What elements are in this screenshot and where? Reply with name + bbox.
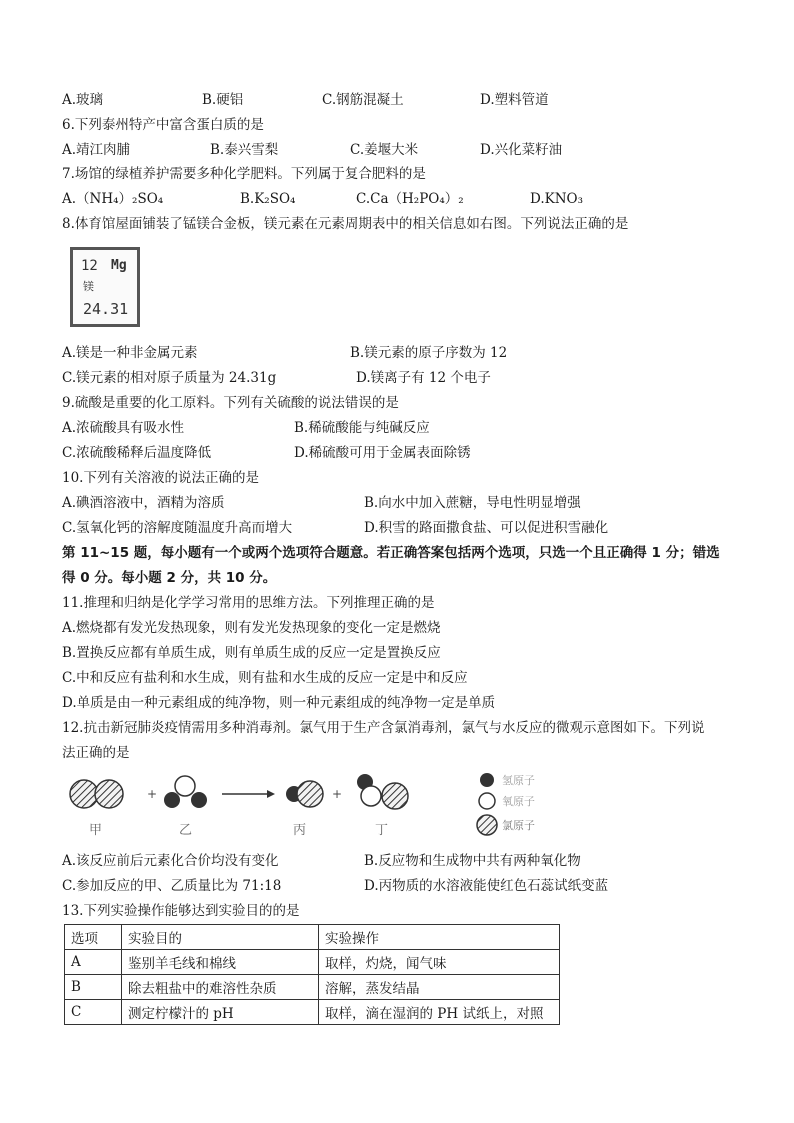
q5-option-a: A.玻璃 xyxy=(62,92,104,108)
periodic-table-cell xyxy=(70,247,140,327)
header-operation: 实验操作 xyxy=(319,925,560,950)
label-ding: 丁 xyxy=(375,823,389,838)
row-a-option: A xyxy=(65,950,122,975)
experiment-table xyxy=(64,924,560,1025)
element-name: 镁 xyxy=(83,280,94,293)
table-row xyxy=(65,950,560,975)
atomic-number: 12 xyxy=(81,258,98,274)
q10-option-c: C.氢氧化钙的溶解度随温度升高而增大 xyxy=(62,520,293,536)
element-symbol: Mg xyxy=(111,258,127,273)
table-header-row xyxy=(65,925,560,950)
q12-option-a: A.该反应前后元素化合价均没有变化 xyxy=(62,853,279,869)
q7-stem: 7.场馆的绿植养护需要多种化学肥料。下列属于复合肥料的是 xyxy=(62,166,426,182)
q12-option-d: D.丙物质的水溶液能使红色石蕊试纸变蓝 xyxy=(364,878,609,894)
q7-option-d: D.KNO₃ xyxy=(530,191,584,207)
q13-stem: 13.下列实验操作能够达到实验目的的是 xyxy=(62,903,300,919)
legend-oxygen: 氧原子 xyxy=(502,795,535,808)
q5-option-c: C.钢筋混凝土 xyxy=(322,92,404,108)
plus-sign-2: + xyxy=(332,787,343,801)
q10-option-a: A.碘酒溶液中，酒精为溶质 xyxy=(62,495,225,511)
q11-option-d: D.单质是由一种元素组成的纯净物，则一种元素组成的纯净物一定是单质 xyxy=(62,695,496,711)
plus-sign-1: + xyxy=(147,787,158,801)
label-bing: 丙 xyxy=(293,823,307,838)
q5-option-b: B.硬铝 xyxy=(202,92,244,108)
q6-option-d: D.兴化菜籽油 xyxy=(480,142,563,158)
q12-option-c: C.参加反应的甲、乙质量比为 71:18 xyxy=(62,878,282,894)
q5-option-d: D.塑料管道 xyxy=(480,92,549,108)
legend-hydrogen: 氢原子 xyxy=(502,774,535,787)
q12-stem-line2: 法正确的是 xyxy=(62,745,130,761)
molecule-bing xyxy=(286,781,323,807)
legend-chlorine: 氯原子 xyxy=(502,819,535,832)
q9-option-a: A.浓硫酸具有吸水性 xyxy=(62,420,185,436)
q12-option-b: B.反应物和生成物中共有两种氧化物 xyxy=(364,853,581,869)
reaction-micro-diagram xyxy=(62,770,622,842)
row-c-option: C xyxy=(65,1000,122,1025)
q11-option-b: B.置换反应都有单质生成，则有单质生成的反应一定是置换反应 xyxy=(62,645,441,661)
row-b-purpose: 除去粗盐中的难溶性杂质 xyxy=(122,975,319,1000)
table-row xyxy=(65,975,560,1000)
q6-stem: 6.下列泰州特产中富含蛋白质的是 xyxy=(62,117,264,133)
q7-option-a: A.（NH₄）₂SO₄ xyxy=(62,191,164,207)
q10-stem: 10.下列有关溶液的说法正确的是 xyxy=(62,470,259,486)
diagram-legend xyxy=(477,773,535,835)
q7-option-c: C.Ca（H₂PO₄）₂ xyxy=(356,191,464,207)
row-c-purpose: 测定柠檬汁的 pH xyxy=(122,1000,319,1025)
q9-stem: 9.硫酸是重要的化工原料。下列有关硫酸的说法错误的是 xyxy=(62,395,399,411)
row-c-operation: 取样，滴在湿润的 PH 试纸上，对照 xyxy=(319,1000,560,1025)
section-instructions-line2: 得 0 分。每小题 2 分，共 10 分。 xyxy=(62,570,277,586)
row-a-purpose: 鉴别羊毛线和棉线 xyxy=(122,950,319,975)
row-b-operation: 溶解，蒸发结晶 xyxy=(319,975,560,1000)
row-a-operation: 取样，灼烧，闻气味 xyxy=(319,950,560,975)
row-b-option: B xyxy=(65,975,122,1000)
header-purpose: 实验目的 xyxy=(122,925,319,950)
q8-option-d: D.镁离子有 12 个电子 xyxy=(356,370,491,386)
q10-option-d: D.积雪的路面撒食盐、可以促进积雪融化 xyxy=(364,520,609,536)
molecule-jia xyxy=(70,780,123,808)
atomic-mass: 24.31 xyxy=(83,300,129,318)
q12-stem-line1: 12.抗击新冠肺炎疫情需用多种消毒剂。氯气用于生产含氯消毒剂，氯气与水反应的微观示意图如下。下列说 xyxy=(62,720,705,736)
q8-option-a: A.镁是一种非金属元素 xyxy=(62,345,198,361)
section-instructions-line1: 第 11~15 题，每小题有一个或两个选项符合题意。若正确答案包括两个选项，只选一个且正确得 1 分；错选 xyxy=(62,545,720,561)
q9-option-b: B.稀硫酸能与纯碱反应 xyxy=(294,420,430,436)
q7-option-b: B.K₂SO₄ xyxy=(240,191,296,207)
table-row xyxy=(65,1000,560,1025)
q11-option-a: A.燃烧都有发光发热现象，则有发光发热现象的变化一定是燃烧 xyxy=(62,620,441,636)
q11-option-c: C.中和反应有盐利和水生成，则有盐和水生成的反应一定是中和反应 xyxy=(62,670,468,686)
molecule-yi xyxy=(164,776,207,808)
q8-option-b: B.镁元素的原子序数为 12 xyxy=(350,345,508,361)
label-jia: 甲 xyxy=(89,823,103,838)
q6-option-b: B.泰兴雪梨 xyxy=(210,142,279,158)
q10-option-b: B.向水中加入蔗糖，导电性明显增强 xyxy=(364,495,581,511)
q9-option-c: C.浓硫酸稀释后温度降低 xyxy=(62,445,212,461)
q8-option-c: C.镁元素的相对原子质量为 24.31g xyxy=(62,370,277,386)
label-yi: 乙 xyxy=(179,823,193,838)
header-option: 选项 xyxy=(65,925,122,950)
q8-stem: 8.体育馆屋面铺装了锰镁合金板，镁元素在元素周期表中的相关信息如右图。下列说法正确的是 xyxy=(62,216,629,232)
q6-option-c: C.姜堰大米 xyxy=(350,142,419,158)
q9-option-d: D.稀硫酸可用于金属表面除锈 xyxy=(294,445,471,461)
molecule-ding xyxy=(357,774,408,809)
q11-stem: 11.推理和归纳是化学学习常用的思维方法。下列推理正确的是 xyxy=(62,595,435,611)
q6-option-a: A.靖江肉脯 xyxy=(62,142,131,158)
